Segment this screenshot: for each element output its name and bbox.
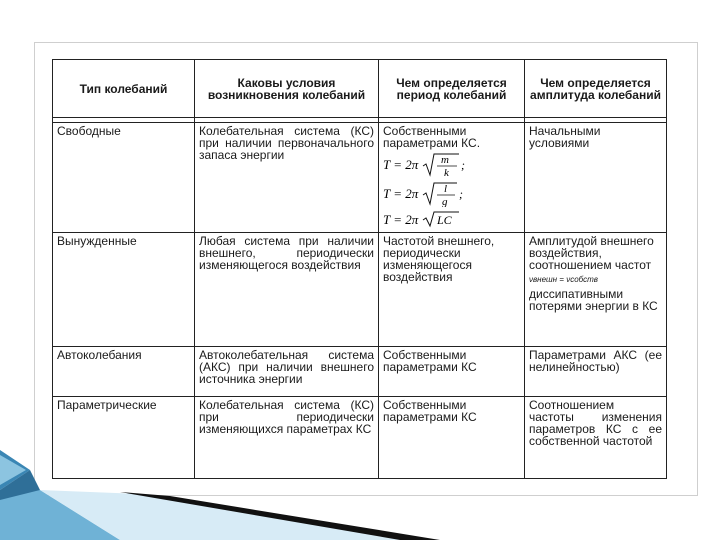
row-type: Автоколебания [53,347,195,397]
row-conditions: Колебательная система (КС) при периодически изменяющихся параметрах КС [195,397,379,479]
row-type: Свободные [53,123,195,233]
svg-text:;: ; [459,187,463,201]
formula-math-pendulum [383,181,520,207]
frequency-equality: νвнешн = νсобств [529,275,598,284]
table-header-row [53,60,667,118]
svg-text:T = 2π: T = 2π [383,157,419,172]
row-amplitude: Параметрами АКС (ее нелинейностью) [525,347,667,397]
decorative-swoosh [0,430,720,540]
formula-math-pendulum-svg [383,181,473,207]
row-period: Собственными параметрами КС [379,397,525,479]
svg-text:l: l [444,183,448,195]
formula-lc-circuit-svg [383,210,473,228]
oscillation-types-table [52,59,667,479]
svg-text:g: g [442,196,448,207]
row-amplitude: Начальными условиями [525,123,667,233]
row-type: Вынужденные [53,233,195,347]
row-conditions: Любая система при наличии внешнего, периодически изменяющегося воздействия [195,233,379,347]
table-row [53,347,667,397]
row-period: Частотой внешнего, периодически изменяющегося воздействия [379,233,525,347]
amplitude-tail-text: диссипативными потерями энергии в КС [529,287,658,313]
svg-text:m: m [441,154,449,166]
svg-text:k: k [444,167,449,178]
row-period: Собственными параметрами КС [379,347,525,397]
svg-text:T = 2π: T = 2π [383,186,419,201]
svg-text:;: ; [461,158,465,172]
formula-lc-circuit [383,210,520,228]
table-row [53,123,667,233]
formula-spring-pendulum-svg [383,152,473,178]
svg-text:T = 2π: T = 2π [383,212,419,227]
row-type: Параметрические [53,397,195,479]
row-conditions: Колебательная система (КС) при наличии первоначального запаса энергии [195,123,379,233]
header-amplitude: Чем определяется амплитуда колебаний [525,60,667,118]
svg-text:LC: LC [437,213,452,227]
row-conditions: Автоколебательная система (АКС) при наличии внешнего источника энергии [195,347,379,397]
header-type: Тип колебаний [53,60,195,118]
table-row [53,233,667,347]
amplitude-text: Амплитудой внешнего воздействия, соотношением частот [529,234,654,272]
period-text: Собственными параметрами КС. [383,124,481,150]
row-amplitude [525,233,667,347]
formula-spring-pendulum [383,152,520,178]
header-conditions: Каковы условия возникновения колебаний [195,60,379,118]
row-period [379,123,525,233]
row-amplitude: Соотношением частоты изменения параметров КС с ее собственной частотой [525,397,667,479]
header-period: Чем определяется период колебаний [379,60,525,118]
